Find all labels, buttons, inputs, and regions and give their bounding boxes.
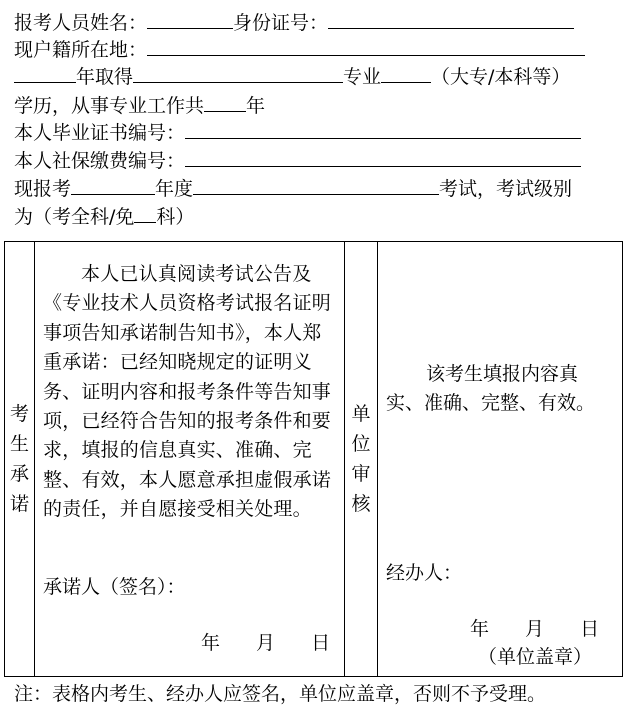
audit-date[interactable]: 年 月 日: [470, 618, 600, 640]
signer-label[interactable]: 承诺人（签名）：: [43, 576, 186, 598]
edu-options: （大专/本科等）: [431, 66, 571, 88]
social-label: 本人社保缴费编号：: [14, 150, 186, 172]
exam-label: 考试，考试级别: [439, 178, 573, 200]
pledge-table: [4, 241, 623, 677]
level-suffix: 科）: [156, 206, 195, 228]
grad-year-blank[interactable]: [14, 60, 76, 83]
name-blank[interactable]: [147, 6, 233, 29]
apply-label: 现报考: [14, 178, 72, 200]
years-suffix: 年: [246, 95, 266, 117]
audit-cell: [378, 242, 623, 677]
row-name-id: [14, 6, 574, 34]
handler-label[interactable]: 经办人：: [386, 562, 463, 584]
pledge-cell: [35, 242, 345, 677]
candidate-pledge-label: 考 生 承 诺: [5, 242, 35, 677]
row-social: [14, 144, 581, 172]
pledge-text: 本人已认真阅读考试公告及《专业技术人员资格考试报名证明事项告知承诺制告知书》，本人郑重承诺：已经知晓规定的证明义务、证明内容和报考条件等告知事项，已经符合告知的报考条件和要求，填报的信息真实、准确、完整、有效，本人愿意承担虚假承诺的责任，并自愿接受相关处理。: [43, 263, 332, 521]
unit-audit-label: 单 位 审 核: [345, 242, 378, 677]
row-household: [14, 33, 585, 61]
household-blank[interactable]: [147, 33, 585, 56]
id-blank[interactable]: [328, 6, 574, 29]
pledge-date[interactable]: 年 月 日: [201, 632, 331, 654]
major-blank[interactable]: [381, 60, 431, 83]
footnote: 注：表格内考生、经办人应签名，单位应盖章，否则不予受理。: [14, 683, 547, 705]
id-label: 身份证号：: [233, 12, 329, 34]
audit-text: 该考生填报内容真实、准确、完整、有效。: [386, 363, 596, 414]
grad-year-suffix: 年取得: [76, 66, 134, 88]
seal-label: （单位盖章）: [478, 646, 593, 668]
row-cert: [14, 116, 581, 144]
row-level: [14, 200, 194, 228]
edu-label: 学历，从事专业工作共: [14, 95, 205, 117]
name-label: 报考人员姓名：: [14, 12, 148, 34]
cert-label: 本人毕业证书编号：: [14, 122, 186, 144]
row-education: [14, 89, 265, 117]
cert-blank[interactable]: [185, 116, 581, 139]
row-graduation: [14, 60, 570, 88]
level-prefix: 为（考全科/免: [14, 206, 135, 228]
row-apply: [14, 172, 572, 200]
social-blank[interactable]: [185, 144, 581, 167]
apply-year-blank[interactable]: [71, 172, 155, 195]
level-blank[interactable]: [134, 200, 156, 223]
major-label: 专业: [343, 66, 382, 88]
school-blank[interactable]: [133, 60, 343, 83]
year-label: 年度: [155, 178, 194, 200]
exam-name-blank[interactable]: [193, 172, 439, 195]
household-label: 现户籍所在地：: [14, 39, 148, 61]
work-years-blank[interactable]: [204, 89, 246, 112]
